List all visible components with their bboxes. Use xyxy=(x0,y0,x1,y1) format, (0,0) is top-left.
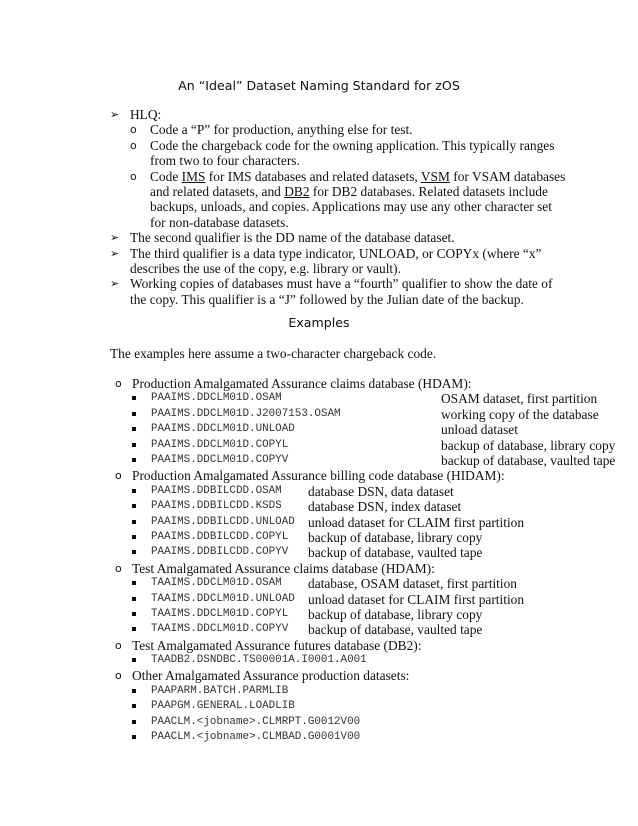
square-bullet-icon xyxy=(132,597,136,601)
circle-bullet-icon: o xyxy=(115,638,122,652)
square-bullet-icon xyxy=(132,550,136,554)
dataset-example-row xyxy=(115,607,595,622)
dataset-description: database DSN, index dataset xyxy=(308,499,462,515)
dataset-example-row xyxy=(115,622,595,637)
square-bullet-icon xyxy=(132,720,136,724)
dataset-example-row xyxy=(115,530,595,545)
dataset-name: PAAIMS.DDBILCDD.UNLOAD xyxy=(151,515,295,528)
examples-list xyxy=(115,376,616,745)
square-bullet-icon xyxy=(132,735,136,739)
rule-hlq xyxy=(110,107,580,122)
ims-code: IMS xyxy=(181,168,206,184)
hlq-point-ims: o Code IMS for IMS databases and related datasets, VSM for VSAM databases and related datasets, and DB2 for DB2 databases. Related datasets include backups, unloads, and copies. Applications may use any other character set for non-database datasets. xyxy=(130,168,566,230)
square-bullet-icon xyxy=(132,443,136,447)
example-group-title: o Production Amalgamated Assurance claims database (HDAM): xyxy=(115,376,472,391)
dataset-example-row xyxy=(115,684,595,699)
dataset-name: PAACLM.<jobname>.CLMBAD.G0001V00 xyxy=(151,731,361,744)
dataset-example-row xyxy=(115,699,595,714)
arrow-bullet-icon: ➢ xyxy=(110,108,120,121)
document-title: An “Ideal” Dataset Naming Standard for zOS xyxy=(178,78,460,93)
arrow-bullet-icon: ➢ xyxy=(110,246,120,260)
dataset-name: PAAIMS.DDCLM01D.J2007153.OSAM xyxy=(151,407,341,420)
dataset-description: backup of database, vaulted tape xyxy=(308,622,483,638)
example-group-title: o Production Amalgamated Assurance billing code database (HIDAM): xyxy=(115,468,505,484)
dataset-example-row xyxy=(115,422,595,437)
dataset-description: OSAM dataset, first partition xyxy=(441,391,598,407)
square-bullet-icon xyxy=(132,396,136,400)
dataset-name: TAADB2.DSNDBC.TS00001A.I0001.A001 xyxy=(151,654,367,667)
dataset-name: PAAIMS.DDBILCDD.KSDS xyxy=(151,500,282,513)
dataset-description: database DSN, data dataset xyxy=(308,483,454,499)
dataset-name: PAAIMS.DDCLM01D.COPYV xyxy=(151,453,289,466)
circle-bullet-icon: o xyxy=(115,561,122,575)
dataset-example-row xyxy=(115,653,595,668)
dataset-name: PAACLM.<jobname>.CLMRPT.G0012V00 xyxy=(151,715,361,728)
square-bullet-icon xyxy=(132,412,136,416)
dataset-name: TAAIMS.DDCLM01D.COPYV xyxy=(151,623,289,636)
vsm-code: VSM xyxy=(420,168,450,184)
example-group-title: o Test Amalgamated Assurance claims database (HDAM): xyxy=(115,560,435,576)
dataset-name: PAAIMS.DDCLM01D.OSAM xyxy=(151,392,282,405)
arrow-bullet-icon: ➢ xyxy=(110,231,120,245)
dataset-description: backup of database, vaulted tape xyxy=(441,452,616,468)
examples-intro: The examples here assume a two-character chargeback code. xyxy=(110,346,437,361)
hlq-point: o Code a “P” for production, anything else for test. xyxy=(130,122,413,138)
naming-rules-list xyxy=(110,107,580,307)
circle-bullet-icon: o xyxy=(115,669,122,683)
dataset-example-row xyxy=(115,391,598,407)
square-bullet-icon xyxy=(132,489,136,493)
dataset-name: TAAIMS.DDCLM01D.COPYL xyxy=(151,607,289,620)
dataset-example-row xyxy=(115,437,616,453)
dataset-description: backup of database, library copy xyxy=(308,606,483,622)
dataset-example-row xyxy=(115,545,595,560)
dataset-example-row xyxy=(115,592,595,607)
arrow-bullet-icon: ➢ xyxy=(110,277,120,291)
dataset-description: unload dataset xyxy=(441,422,518,438)
dataset-example-row xyxy=(115,715,595,730)
db2-code: DB2 xyxy=(284,184,310,200)
square-bullet-icon xyxy=(132,535,136,539)
dataset-example-row xyxy=(115,452,616,468)
example-group-title: o Test Amalgamated Assurance futures database (DB2): xyxy=(115,637,422,653)
square-bullet-icon xyxy=(132,627,136,631)
dataset-example-row xyxy=(115,484,595,499)
dataset-name: TAAIMS.DDCLM01D.OSAM xyxy=(151,577,282,590)
square-bullet-icon xyxy=(132,504,136,508)
dataset-example-row xyxy=(115,499,595,514)
dataset-name: PAAIMS.DDCLM01D.UNLOAD xyxy=(151,423,295,436)
dataset-description: backup of database, library copy xyxy=(308,529,483,545)
dataset-example-row xyxy=(115,576,595,591)
dataset-example-row xyxy=(115,406,599,422)
rule-fourth-qualifier: ➢ Working copies of databases must have a “fourth” qualifier to show the date of the copy. This qualifier is a “J” followed by the Julian date of the backup. xyxy=(110,276,553,307)
dataset-name: PAAIMS.DDBILCDD.COPYV xyxy=(151,546,289,559)
dataset-name: PAAIMS.DDBILCDD.OSAM xyxy=(151,484,282,497)
square-bullet-icon xyxy=(132,612,136,616)
square-bullet-icon xyxy=(132,658,136,662)
rule-third-qualifier: ➢ The third qualifier is a data type indicator, UNLOAD, or COPYx (where “x” describes the use of the copy, e.g. library or vault). xyxy=(110,245,542,277)
dataset-description: unload dataset for CLAIM first partition xyxy=(308,591,525,607)
dataset-description: database, OSAM dataset, first partition xyxy=(308,576,517,592)
dataset-description: unload dataset for CLAIM first partition xyxy=(308,514,525,530)
dataset-name: PAAPARM.BATCH.PARMLIB xyxy=(151,684,289,697)
dataset-name: PAAIMS.DDBILCDD.COPYL xyxy=(151,530,289,543)
circle-bullet-icon: o xyxy=(115,377,122,390)
square-bullet-icon xyxy=(132,704,136,708)
hlq-label: HLQ: xyxy=(130,107,162,122)
circle-bullet-icon: o xyxy=(130,138,137,152)
square-bullet-icon xyxy=(132,581,136,585)
dataset-name: TAAIMS.DDCLM01D.UNLOAD xyxy=(151,592,295,605)
circle-bullet-icon: o xyxy=(130,123,137,137)
dataset-name: PAAIMS.DDCLM01D.COPYL xyxy=(151,438,289,451)
square-bullet-icon xyxy=(132,427,136,431)
example-group-title: o Other Amalgamated Assurance production datasets: xyxy=(115,668,410,684)
rule-second-qualifier: ➢ The second qualifier is the DD name of the database dataset. xyxy=(110,230,455,246)
square-bullet-icon xyxy=(132,458,136,462)
dataset-name: PAAPGM.GENERAL.LOADLIB xyxy=(151,700,295,713)
dataset-description: backup of database, vaulted tape xyxy=(308,545,483,561)
hlq-point: o Code the chargeback code for the owning application. This typically ranges from two to four characters. xyxy=(130,137,555,169)
square-bullet-icon xyxy=(132,689,136,693)
square-bullet-icon xyxy=(132,520,136,524)
dataset-description: backup of database, library copy xyxy=(441,437,616,453)
dataset-description: working copy of the database xyxy=(441,406,599,422)
circle-bullet-icon: o xyxy=(115,469,122,483)
circle-bullet-icon: o xyxy=(130,169,137,183)
examples-heading: Examples xyxy=(288,315,350,330)
dataset-example-row xyxy=(115,515,595,530)
dataset-example-row xyxy=(115,730,595,745)
